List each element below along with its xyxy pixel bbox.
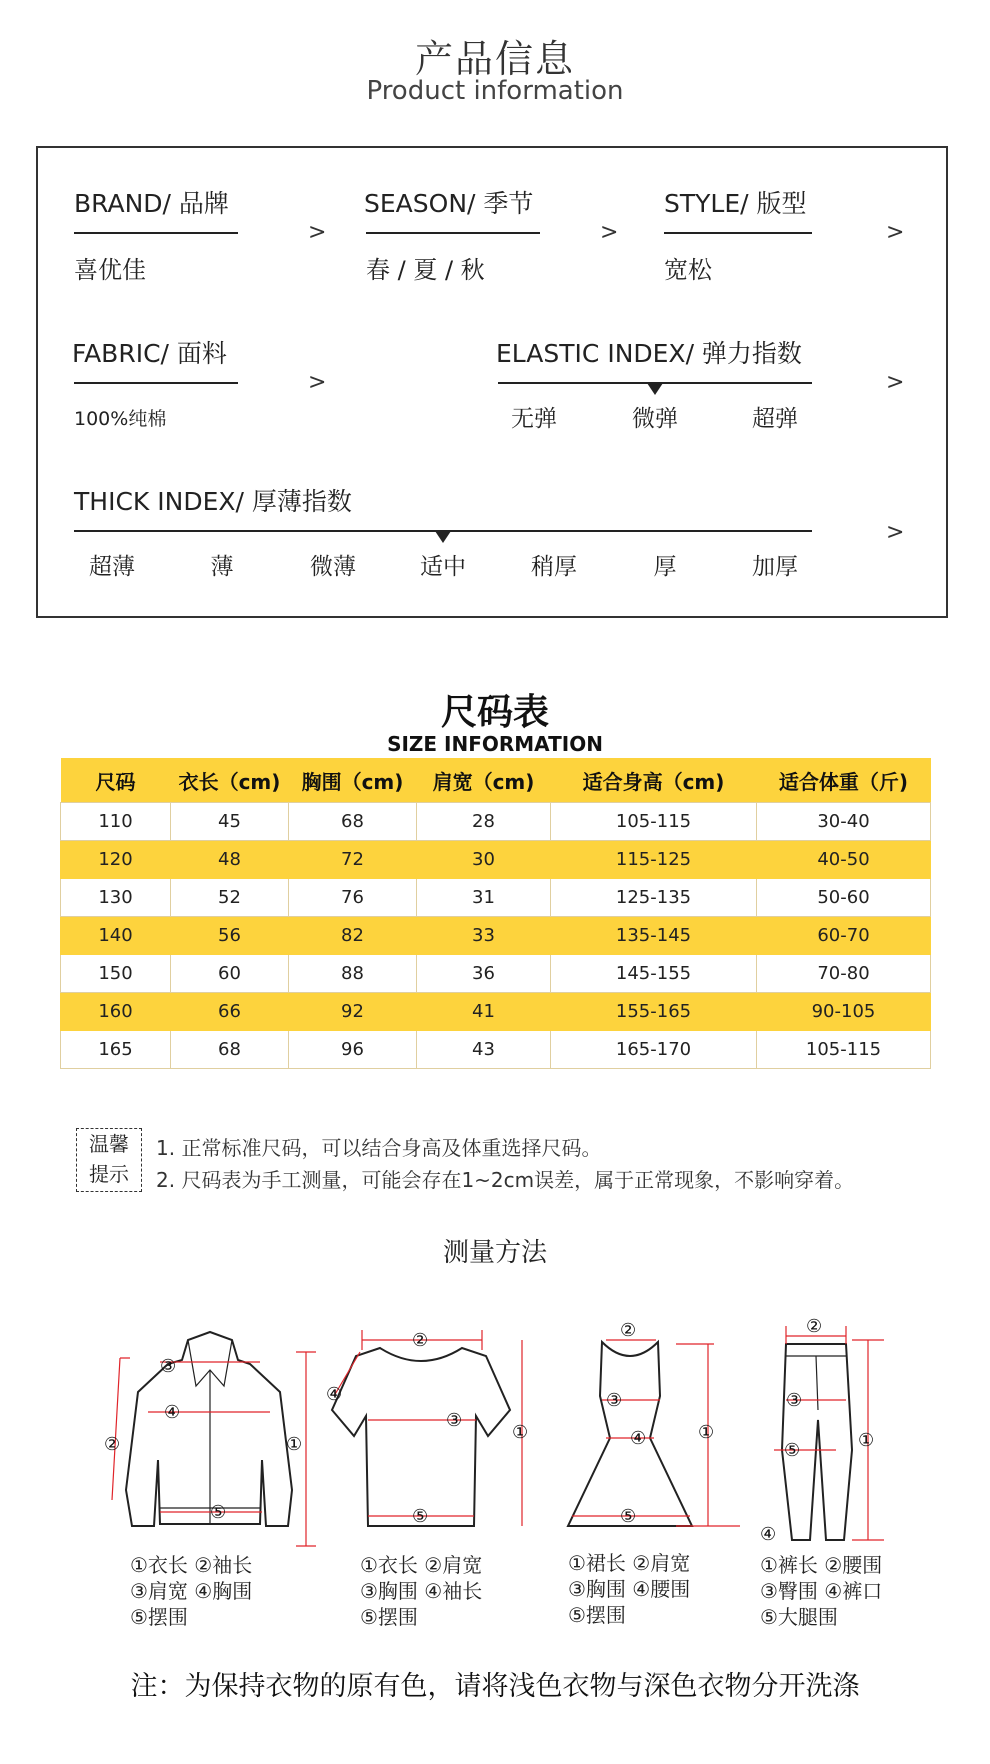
table-cell: 105-115 — [757, 1031, 931, 1069]
marker-3: ③ — [786, 1390, 803, 1411]
legend-line: ①衣长 ②袖长 — [130, 1553, 253, 1577]
table-cell: 41 — [417, 993, 551, 1031]
marker-2: ② — [412, 1330, 429, 1351]
table-cell: 160 — [61, 993, 171, 1031]
table-cell: 68 — [289, 803, 417, 841]
marker-1: ① — [286, 1434, 303, 1455]
marker-2: ② — [620, 1320, 637, 1341]
dress-diagram — [568, 1320, 740, 1527]
table-cell: 76 — [289, 879, 417, 917]
thick-option: 超薄 — [89, 554, 135, 580]
column-header: 尺码 — [61, 758, 171, 803]
elastic-label: ELASTIC INDEX/ 弹力指数 — [496, 339, 802, 368]
thick-option-selected: 适中 — [420, 554, 466, 580]
table-cell: 48 — [171, 841, 289, 879]
table-cell: 130 — [61, 879, 171, 917]
table-cell: 60-70 — [757, 917, 931, 955]
table-cell: 66 — [171, 993, 289, 1031]
marker-4: ④ — [630, 1428, 647, 1449]
table-cell: 125-135 — [551, 879, 757, 917]
table-cell: 165 — [61, 1031, 171, 1069]
page-subtitle: Product information — [366, 76, 624, 106]
size-table-title: 尺码表 — [440, 692, 549, 733]
divider — [74, 232, 238, 234]
legend-line: ⑤摆围 — [130, 1605, 188, 1629]
marker-1: ① — [858, 1430, 875, 1451]
tshirt-diagram — [326, 1330, 528, 1527]
thick-option: 薄 — [210, 554, 234, 580]
arrow-icon: > — [308, 220, 327, 245]
table-cell: 92 — [289, 993, 417, 1031]
size-table — [60, 758, 931, 1069]
tips-tag-line: 温馨 — [89, 1132, 129, 1156]
table-cell: 90-105 — [757, 993, 931, 1031]
fabric-value: 100%纯棉 — [74, 408, 167, 430]
wash-note: 注：为保持衣物的原有色，请将浅色衣物与深色衣物分开洗涤 — [130, 1671, 860, 1702]
table-row — [61, 955, 931, 993]
table-cell: 52 — [171, 879, 289, 917]
table-cell: 31 — [417, 879, 551, 917]
arrow-icon: > — [886, 220, 905, 245]
thick-option: 微薄 — [310, 554, 356, 580]
table-cell: 165-170 — [551, 1031, 757, 1069]
table-cell: 150 — [61, 955, 171, 993]
jacket-diagram — [104, 1332, 316, 1546]
legend-line: ①裤长 ②腰围 — [760, 1553, 883, 1577]
legend-line: ①裙长 ②肩宽 — [568, 1551, 691, 1575]
thick-indicator-icon — [435, 531, 451, 543]
measure-title: 测量方法 — [442, 1238, 547, 1268]
divider — [74, 382, 238, 384]
table-cell: 60 — [171, 955, 289, 993]
table-cell: 72 — [289, 841, 417, 879]
size-table-subtitle: SIZE INFORMATION — [387, 732, 603, 756]
divider — [664, 232, 812, 234]
marker-4: ④ — [326, 1384, 343, 1405]
table-cell: 115-125 — [551, 841, 757, 879]
legend-line: ⑤摆围 — [568, 1603, 626, 1627]
elastic-option: 无弹 — [511, 406, 557, 432]
legend-line: ③肩宽 ④胸围 — [130, 1579, 253, 1603]
marker-3: ③ — [606, 1390, 623, 1411]
thick-option: 稍厚 — [531, 554, 577, 580]
table-cell: 30 — [417, 841, 551, 879]
tip-text: 1. 正常标准尺码，可以结合身高及体重选择尺码。 — [156, 1136, 602, 1160]
tshirt-legend — [360, 1552, 482, 1630]
thick-label: THICK INDEX/ 厚薄指数 — [74, 487, 352, 516]
arrow-icon: > — [886, 370, 905, 395]
column-header: 衣长（cm) — [171, 758, 289, 803]
divider — [366, 232, 540, 234]
legend-line: ⑤大腿围 — [760, 1605, 838, 1629]
tips-tag — [76, 1128, 142, 1192]
table-row — [61, 917, 931, 955]
table-cell: 145-155 — [551, 955, 757, 993]
marker-1: ① — [512, 1422, 529, 1443]
tip-text: 2. 尺码表为手工测量，可能会存在1~2cm误差，属于正常现象，不影响穿着。 — [156, 1168, 855, 1192]
marker-5: ⑤ — [784, 1440, 801, 1461]
brand-value: 喜优佳 — [74, 256, 146, 284]
marker-3: ③ — [160, 1356, 177, 1377]
table-cell: 36 — [417, 955, 551, 993]
marker-4: ④ — [164, 1402, 181, 1423]
table-cell: 105-115 — [551, 803, 757, 841]
table-cell: 155-165 — [551, 993, 757, 1031]
style-value: 宽松 — [664, 256, 712, 284]
measurement-diagrams — [0, 1300, 990, 1560]
table-row — [61, 1031, 931, 1069]
legend-line: ③胸围 ④袖长 — [360, 1579, 483, 1603]
marker-2: ② — [104, 1434, 121, 1455]
column-header: 适合体重（斤) — [757, 758, 931, 803]
season-label: SEASON/ 季节 — [364, 189, 534, 218]
thick-option: 厚 — [653, 554, 677, 580]
table-cell: 88 — [289, 955, 417, 993]
brand-label: BRAND/ 品牌 — [74, 189, 229, 218]
table-row — [61, 803, 931, 841]
marker-4: ④ — [760, 1524, 777, 1545]
table-cell: 56 — [171, 917, 289, 955]
style-label: STYLE/ 版型 — [664, 189, 807, 218]
page-title: 产品信息 — [414, 37, 575, 81]
season-value: 春 / 夏 / 秋 — [366, 256, 485, 284]
legend-line: ③胸围 ④腰围 — [568, 1577, 691, 1601]
table-cell: 70-80 — [757, 955, 931, 993]
table-cell: 40-50 — [757, 841, 931, 879]
marker-1: ① — [698, 1422, 715, 1443]
marker-5: ⑤ — [620, 1506, 637, 1527]
table-cell: 140 — [61, 917, 171, 955]
marker-5: ⑤ — [412, 1506, 429, 1527]
pants-diagram — [760, 1316, 884, 1545]
dress-legend — [568, 1550, 690, 1628]
table-row — [61, 879, 931, 917]
table-cell: 82 — [289, 917, 417, 955]
elastic-option-selected: 微弹 — [632, 406, 678, 432]
legend-line: ⑤摆围 — [360, 1605, 418, 1629]
table-cell: 30-40 — [757, 803, 931, 841]
column-header: 肩宽（cm) — [417, 758, 551, 803]
column-header: 胸围（cm) — [289, 758, 417, 803]
pants-legend — [760, 1552, 882, 1630]
table-row — [61, 993, 931, 1031]
jacket-legend — [130, 1552, 252, 1630]
table-cell: 28 — [417, 803, 551, 841]
table-cell: 43 — [417, 1031, 551, 1069]
table-cell: 120 — [61, 841, 171, 879]
table-cell: 110 — [61, 803, 171, 841]
elastic-indicator-icon — [647, 383, 663, 395]
table-cell: 33 — [417, 917, 551, 955]
arrow-icon: > — [600, 220, 619, 245]
marker-5: ⑤ — [210, 1502, 227, 1523]
column-header: 适合身高（cm) — [551, 758, 757, 803]
table-cell: 135-145 — [551, 917, 757, 955]
table-row — [61, 841, 931, 879]
table-cell: 50-60 — [757, 879, 931, 917]
fabric-label: FABRIC/ 面料 — [72, 339, 227, 368]
arrow-icon: > — [886, 520, 905, 545]
arrow-icon: > — [308, 370, 327, 395]
tips-tag-line: 提示 — [89, 1162, 129, 1186]
legend-line: ③臀围 ④裤口 — [760, 1579, 883, 1603]
table-cell: 45 — [171, 803, 289, 841]
marker-2: ② — [806, 1316, 823, 1337]
thick-option: 加厚 — [752, 554, 798, 580]
elastic-option: 超弹 — [752, 406, 798, 432]
table-header-row — [61, 758, 931, 803]
legend-line: ①衣长 ②肩宽 — [360, 1553, 483, 1577]
marker-3: ③ — [446, 1410, 463, 1431]
table-cell: 68 — [171, 1031, 289, 1069]
table-cell: 96 — [289, 1031, 417, 1069]
